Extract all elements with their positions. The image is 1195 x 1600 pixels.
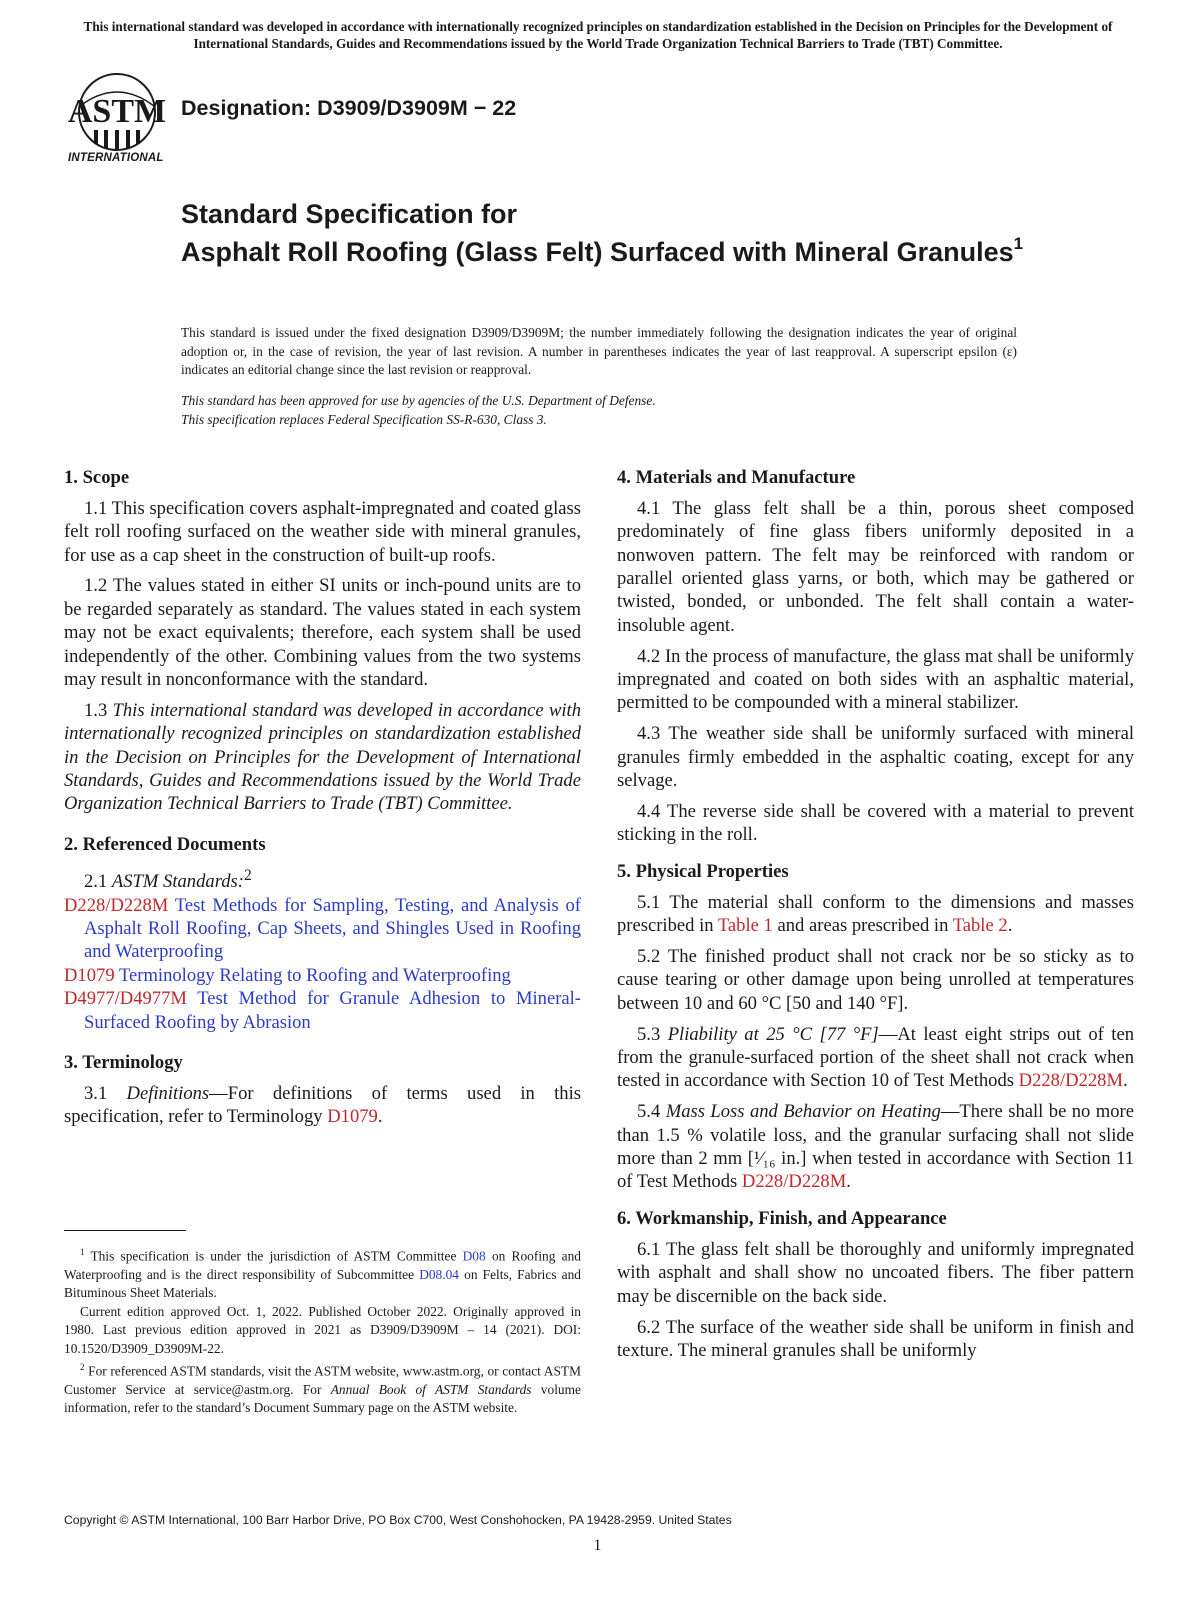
- subcommittee-link[interactable]: D08.04: [419, 1266, 459, 1282]
- top-notice: This international standard was developed in accordance with internationally recognized principles on standardization established in the Decision on Principles for the Development of International Standards, Guides and Recommendations issued by the World Trade Organization Technical Barriers to Trade (TBT) Committee.: [83, 19, 1113, 51]
- paragraph-1-2: 1.2 The values stated in either SI units or inch-pound units are to be regarded separately as standard. The values stated in each system may not be exact equivalents; therefore, each system shall be used independently of the other. Combining values from the two systems may result in nonconformance with the standard.: [64, 575, 581, 691]
- section-heading-physical: 5. Physical Properties: [617, 861, 789, 883]
- footnote-divider: [64, 1230, 186, 1231]
- paragraph-4-3: 4.3 The weather side shall be uniformly surfaced with mineral granules firmly embedded in the asphaltic coating, except for any selvage.: [617, 723, 1134, 792]
- footnote-mark: 2: [243, 867, 252, 885]
- reference-title-link[interactable]: Test Method for Granule Adhesion to Mineral-Surfaced Roofing by Abrasion: [84, 988, 581, 1033]
- paragraph-5-1: [617, 891, 1134, 938]
- astm-standards-label: [64, 864, 581, 894]
- paragraph-3-1: [64, 1082, 581, 1129]
- paragraph-4-2: 4.2 In the process of manufacture, the glass mat shall be uniformly impregnated and coated on both sides with an asphaltic material, permitted to be compounded with a mineral stabilizer.: [617, 645, 1134, 714]
- footnote-text: For referenced ASTM standards, visit the ASTM website, www.astm.org, or contact ASTM Customer Service at service@astm.org. For: [64, 1363, 581, 1397]
- paragraph-6-1: 6.1 The glass felt shall be thoroughly and uniformly impregnated with asphalt and shall show no uncoated fibers. The fiber pattern may be discernible on the back side.: [617, 1239, 1134, 1307]
- section-heading-references: 2. Referenced Documents: [64, 834, 266, 856]
- section-heading-scope: 1. Scope: [64, 467, 130, 488]
- section-heading-terminology: 3. Terminology: [64, 1052, 183, 1074]
- paragraph-4-1: 4.1 The glass felt shall be a thin, porous sheet composed predominately of fine glass fibers uniformly deposited in a nonwoven pattern. The felt may be reinforced with random or parallel oriented glass yarns, or both, which may be gathered or twisted, bonded, or unbonded. The felt shall contain a water-insoluble agent.: [617, 497, 1134, 636]
- paragraph-4-4: 4.4 The reverse side shall be covered with a material to prevent sticking in the roll.: [617, 800, 1134, 846]
- paragraph-end: .: [1123, 1070, 1128, 1092]
- test-method-link[interactable]: D228/D228M: [741, 1171, 847, 1193]
- title-footnote-mark: 1: [1013, 234, 1024, 253]
- test-method-link[interactable]: D228/D228M: [1018, 1070, 1123, 1092]
- paragraph-1-1: 1.1 This specification covers asphalt-impregnated and coated glass felt roll roofing surfaced on the weather side with mineral granules, for use as a cap sheet in the construction of built-up roofs.: [64, 497, 581, 566]
- footnote-mark: 2: [80, 1361, 85, 1372]
- paragraph-number: 3.1: [84, 1082, 108, 1104]
- astm-standards-text: ASTM Standards:: [111, 871, 244, 893]
- footnote-text: This specification is under the jurisdiction of ASTM Committee: [90, 1248, 457, 1264]
- section-heading-materials: 4. Materials and Manufacture: [617, 467, 856, 488]
- paragraph-5-3: [617, 1023, 1134, 1093]
- footnote-1: [64, 1243, 581, 1303]
- terminology-link[interactable]: D1079: [327, 1106, 378, 1128]
- term-label: Pliability at 25 °C [77 °F]: [667, 1023, 879, 1045]
- reference-item[interactable]: [64, 987, 581, 1034]
- footnote-text: on Felts, Fabrics and Bituminous Sheet Materials.: [64, 1266, 581, 1301]
- paragraph-5-2: 5.2 The finished product shall not crack nor be so sticky as to cause tearing or other damage upon being unrolled at temperatures between 10 and 60 °C [50 and 140 °F].: [617, 946, 1134, 1014]
- term-label: Mass Loss and Behavior on Heating: [665, 1101, 941, 1123]
- reference-code-link[interactable]: D228/D228M: [64, 894, 169, 916]
- table-1-link[interactable]: Table 1: [717, 915, 773, 937]
- footnote-italic: Annual Book of ASTM Standards: [330, 1381, 532, 1397]
- paragraph-number: 5.4: [637, 1101, 661, 1123]
- paragraph-1-3: [64, 699, 581, 816]
- reference-code-link[interactable]: D1079: [64, 964, 115, 986]
- designation: Designation: D3909/D3909M − 22: [181, 96, 517, 120]
- paragraph-text: —For definitions of terms used in this specification, refer to Terminology: [64, 1082, 581, 1128]
- dod-note: [181, 392, 1017, 429]
- paragraph-text: and areas prescribed in: [777, 915, 949, 937]
- section-heading-workmanship: 6. Workmanship, Finish, and Appearance: [617, 1208, 947, 1230]
- logo-text: ASTM: [67, 93, 167, 130]
- paragraph-number: 5.3: [637, 1023, 661, 1045]
- reference-item[interactable]: [64, 964, 581, 987]
- footnote-edition: Current edition approved Oct. 1, 2022. Published October 2022. Originally approved in 1980. Last previous edition approved in 2021 as D3909/D3909M – 14 (2021). DOI: 10.1520/D3909_D3909M-22.: [64, 1303, 581, 1356]
- paragraph-end: .: [846, 1171, 851, 1193]
- paragraph-text: 5.1 The material shall conform to the dimensions and masses prescribed in: [617, 891, 1134, 937]
- paragraph-6-2: 6.2 The surface of the weather side shall be uniform in finish and texture. The mineral granules shall be uniformly: [617, 1316, 1134, 1362]
- paragraph-text: —At least eight strips out of ten from the granule-surfaced portion of the sheet shall not crack when tested in accordance with Section 10 of Test Methods: [617, 1023, 1135, 1092]
- right-column: [617, 466, 1134, 1370]
- term-label: Definitions: [126, 1082, 210, 1104]
- footnote-text: volume information, refer to the standard’s Document Summary page on the ASTM website.: [64, 1381, 581, 1416]
- title-line-2: Asphalt Roll Roofing (Glass Felt) Surfaced with Mineral Granules: [181, 237, 1014, 267]
- paragraph-number: 1.3: [84, 699, 108, 721]
- footnote-mark: 1: [80, 1247, 85, 1257]
- document-title: [181, 198, 1041, 268]
- paragraph-number: 2.1: [84, 871, 108, 893]
- left-column: [64, 466, 581, 1136]
- dod-note-line-1: This standard has been approved for use by agencies of the U.S. Department of Defense.: [181, 393, 656, 408]
- table-2-link[interactable]: Table 2: [952, 915, 1008, 937]
- dod-note-line-2: This specification replaces Federal Specification SS-R-630, Class 3.: [181, 411, 547, 427]
- copyright: Copyright © ASTM International, 100 Barr Harbor Drive, PO Box C700, West Conshohocken, PA 19428-2959. United States: [64, 1513, 732, 1527]
- paragraph-end: .: [1007, 915, 1013, 937]
- footnotes: [64, 1243, 581, 1418]
- footnote-text: on Roofing and Waterproofing and is the direct responsibility of Subcommittee: [64, 1248, 582, 1282]
- reference-title-link[interactable]: Test Methods for Sampling, Testing, and Analysis of Asphalt Roll Roofing, Cap Sheets, and Shingles Used in Roofing and Waterproofing: [84, 894, 581, 963]
- logo-tagline: INTERNATIONAL: [68, 152, 164, 164]
- footnote-2: [64, 1358, 581, 1418]
- committee-link[interactable]: D08: [462, 1248, 486, 1264]
- reference-code-link[interactable]: D4977/D4977M: [64, 988, 187, 1010]
- issue-note: This standard is issued under the fixed designation D3909/D3909M; the number immediately following the designation indicates the year of original adoption or, in the case of revision, the year of last revision. A number in parentheses indicates the year of last reapproval. A superscript epsilon (ε) indicates an editorial change since the last revision or reapproval.: [181, 325, 1017, 378]
- title-line-1: Standard Specification for: [181, 199, 518, 229]
- paragraph-1-3-text: This international standard was developed in accordance with internationally recognized principles on standardization established in the Decision on Principles for the Development of International Standards, Guides and Recommendations issued by the World Trade Organization Technical Barriers to Trade (TBT) Committee.: [64, 699, 581, 815]
- page-number: 1: [593, 1537, 602, 1554]
- paragraph-5-4: [617, 1100, 1134, 1194]
- paragraph-end: .: [377, 1106, 383, 1128]
- reference-title-link[interactable]: Terminology Relating to Roofing and Waterproofing: [118, 964, 511, 986]
- paragraph-text: —There shall be no more than 1.5 % volatile loss, and the granular surfacing shall not slide more than 2 mm [¹⁄₁₆ in.] when tested in accordance with Section 11 of Test Methods: [617, 1101, 1135, 1193]
- reference-item[interactable]: [64, 894, 581, 964]
